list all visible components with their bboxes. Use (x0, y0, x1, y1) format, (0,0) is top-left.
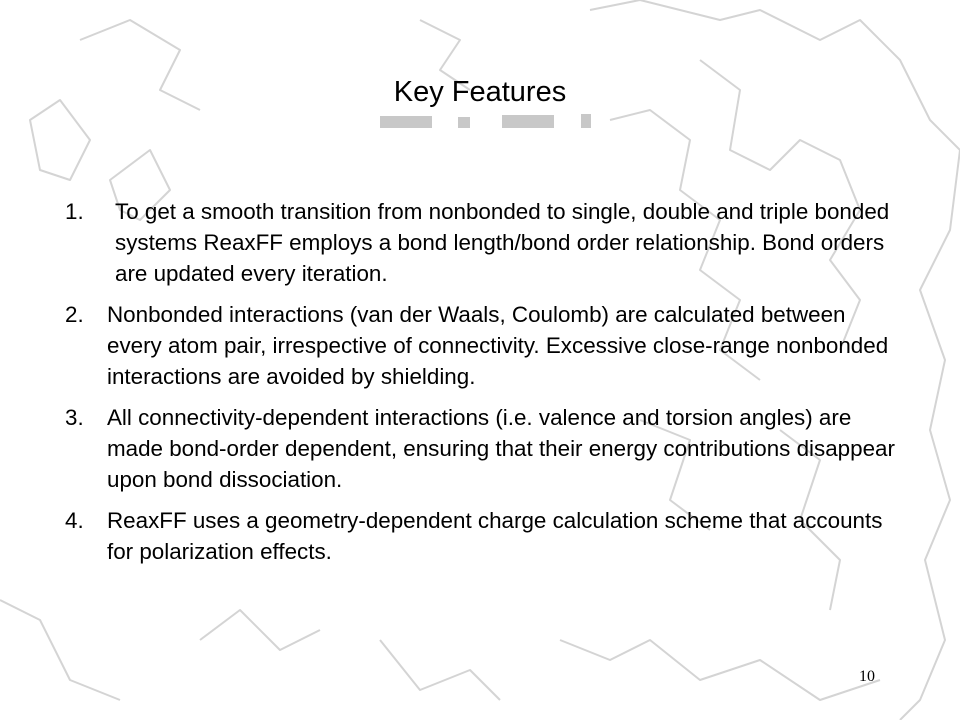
item-text: Nonbonded interactions (van der Waals, Coulomb) are calculated between every atom pair, irrespective of connectivity. Excessive close-range nonbonded interactions are avoided by shielding. (107, 302, 889, 389)
item-number: 4. (65, 508, 84, 533)
list-item (65, 505, 905, 567)
item-text: To get a smooth transition from nonbonded to single, double and triple bonded systems ReaxFF employs a bond length/bond order relationship. Bond orders are updated every iteration. (115, 199, 890, 286)
list-item (65, 402, 905, 495)
item-text: ReaxFF uses a geometry-dependent charge calculation scheme that accounts for polarization effects. (107, 508, 883, 564)
item-number: 2. (65, 302, 84, 327)
slide-title: Key Features (393, 76, 567, 108)
item-number: 1. (65, 199, 84, 224)
item-text: All connectivity-dependent interactions (i.e. valence and torsion angles) are made bond-order dependent, ensuring that their energy contributions disappear upon bond dissociation. (107, 405, 895, 492)
list-item (65, 196, 905, 289)
page-number: 10 (859, 668, 875, 685)
title-underline-decoration (378, 112, 598, 130)
item-number: 3. (65, 405, 84, 430)
feature-list (65, 196, 905, 577)
list-item (65, 299, 905, 392)
